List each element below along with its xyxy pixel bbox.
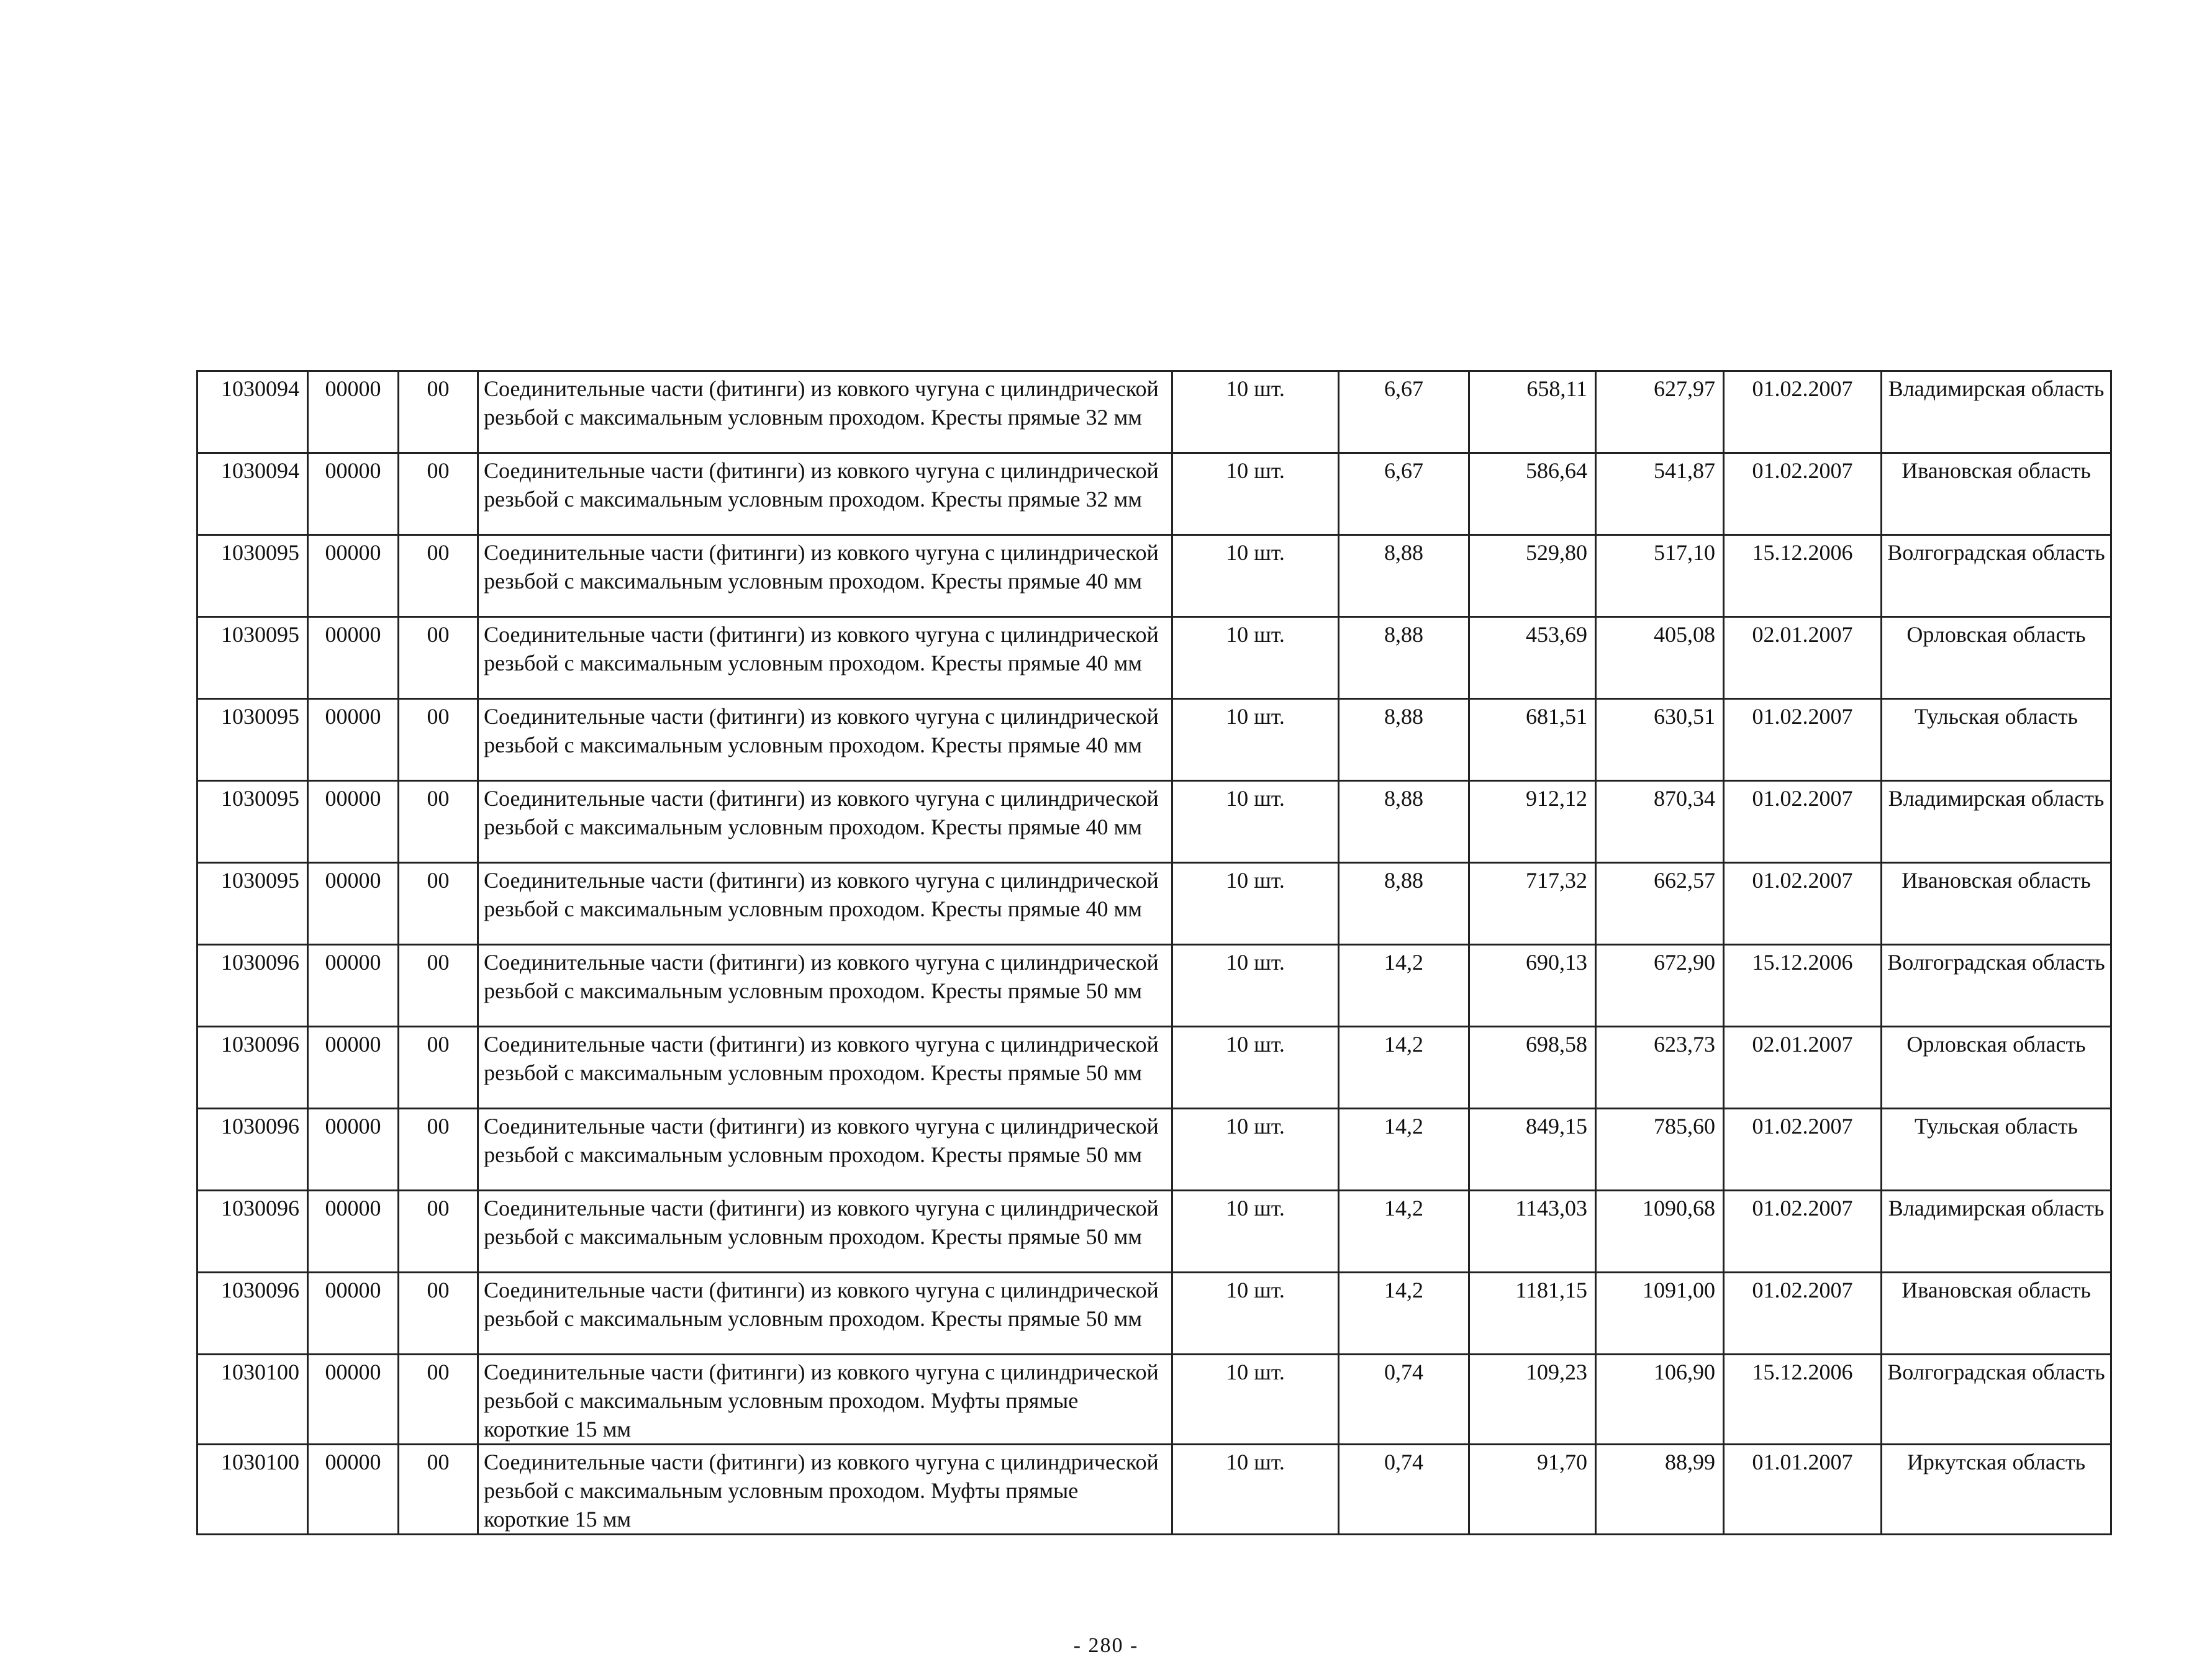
region-cell: Иркутская область (1882, 1445, 2111, 1535)
name-cell: Соединительные части (фитинги) из ковкого чугуна с цилиндрической резьбой с максимальным условным проходом. Муфты прямые короткие 15 мм (478, 1355, 1172, 1445)
unit-cell: 10 шт. (1172, 453, 1339, 535)
region-cell: Тульская область (1882, 1109, 2111, 1191)
table-row (197, 945, 2111, 1027)
price-cell: 912,12 (1469, 781, 1596, 863)
date-cell: 01.02.2007 (1724, 1273, 1882, 1355)
weight-cell: 8,88 (1339, 699, 1469, 781)
name-cell: Соединительные части (фитинги) из ковкого чугуна с цилиндрической резьбой с максимальным условным проходом. Кресты прямые 40 мм (478, 863, 1172, 945)
subcode-cell: 00000 (308, 371, 399, 453)
unit-cell: 10 шт. (1172, 535, 1339, 617)
name-cell: Соединительные части (фитинги) из ковкого чугуна с цилиндрической резьбой с максимальным условным проходом. Муфты прямые короткие 15 мм (478, 1445, 1172, 1535)
region-cell: Волгоградская область (1882, 535, 2111, 617)
weight-cell: 8,88 (1339, 617, 1469, 699)
unit-cell: 10 шт. (1172, 617, 1339, 699)
price-cell: 88,99 (1596, 1445, 1724, 1535)
price-cell: 586,64 (1469, 453, 1596, 535)
price-cell: 630,51 (1596, 699, 1724, 781)
subcode-cell: 00000 (308, 781, 399, 863)
name-cell: Соединительные части (фитинги) из ковкого чугуна с цилиндрической резьбой с максимальным условным проходом. Кресты прямые 50 мм (478, 1109, 1172, 1191)
table-row (197, 699, 2111, 781)
region-cell: Ивановская область (1882, 1273, 2111, 1355)
price-cell: 681,51 (1469, 699, 1596, 781)
suffix-cell: 00 (399, 1355, 478, 1445)
code-cell: 1030096 (197, 1027, 308, 1109)
subcode-cell: 00000 (308, 863, 399, 945)
date-cell: 01.02.2007 (1724, 781, 1882, 863)
date-cell: 01.02.2007 (1724, 863, 1882, 945)
price-cell: 672,90 (1596, 945, 1724, 1027)
subcode-cell: 00000 (308, 1273, 399, 1355)
table-row (197, 1191, 2111, 1273)
subcode-cell: 00000 (308, 617, 399, 699)
region-cell: Орловская область (1882, 1027, 2111, 1109)
weight-cell: 14,2 (1339, 1027, 1469, 1109)
subcode-cell: 00000 (308, 1109, 399, 1191)
code-cell: 1030095 (197, 699, 308, 781)
price-cell: 453,69 (1469, 617, 1596, 699)
price-cell: 529,80 (1469, 535, 1596, 617)
table-row (197, 617, 2111, 699)
weight-cell: 6,67 (1339, 371, 1469, 453)
unit-cell: 10 шт. (1172, 1445, 1339, 1535)
region-cell: Ивановская область (1882, 453, 2111, 535)
suffix-cell: 00 (399, 1109, 478, 1191)
weight-cell: 14,2 (1339, 1273, 1469, 1355)
suffix-cell: 00 (399, 699, 478, 781)
table-row (197, 1273, 2111, 1355)
price-cell: 698,58 (1469, 1027, 1596, 1109)
subcode-cell: 00000 (308, 535, 399, 617)
subcode-cell: 00000 (308, 1191, 399, 1273)
date-cell: 01.01.2007 (1724, 1445, 1882, 1535)
weight-cell: 8,88 (1339, 863, 1469, 945)
table-row (197, 371, 2111, 453)
code-cell: 1030096 (197, 1191, 308, 1273)
name-cell: Соединительные части (фитинги) из ковкого чугуна с цилиндрической резьбой с максимальным условным проходом. Кресты прямые 50 мм (478, 1027, 1172, 1109)
price-cell: 1091,00 (1596, 1273, 1724, 1355)
table-row (197, 453, 2111, 535)
price-cell: 1181,15 (1469, 1273, 1596, 1355)
suffix-cell: 00 (399, 1191, 478, 1273)
table-row (197, 535, 2111, 617)
suffix-cell: 00 (399, 453, 478, 535)
unit-cell: 10 шт. (1172, 1191, 1339, 1273)
code-cell: 1030094 (197, 453, 308, 535)
price-cell: 623,73 (1596, 1027, 1724, 1109)
name-cell: Соединительные части (фитинги) из ковкого чугуна с цилиндрической резьбой с максимальным условным проходом. Кресты прямые 40 мм (478, 699, 1172, 781)
price-cell: 662,57 (1596, 863, 1724, 945)
subcode-cell: 00000 (308, 1445, 399, 1535)
price-cell: 658,11 (1469, 371, 1596, 453)
name-cell: Соединительные части (фитинги) из ковкого чугуна с цилиндрической резьбой с максимальным условным проходом. Кресты прямые 40 мм (478, 617, 1172, 699)
unit-cell: 10 шт. (1172, 781, 1339, 863)
price-cell: 109,23 (1469, 1355, 1596, 1445)
subcode-cell: 00000 (308, 453, 399, 535)
weight-cell: 0,74 (1339, 1445, 1469, 1535)
subcode-cell: 00000 (308, 1355, 399, 1445)
region-cell: Волгоградская область (1882, 945, 2111, 1027)
weight-cell: 8,88 (1339, 535, 1469, 617)
weight-cell: 14,2 (1339, 1109, 1469, 1191)
suffix-cell: 00 (399, 535, 478, 617)
unit-cell: 10 шт. (1172, 371, 1339, 453)
code-cell: 1030100 (197, 1355, 308, 1445)
name-cell: Соединительные части (фитинги) из ковкого чугуна с цилиндрической резьбой с максимальным условным проходом. Кресты прямые 32 мм (478, 453, 1172, 535)
region-cell: Волгоградская область (1882, 1355, 2111, 1445)
unit-cell: 10 шт. (1172, 945, 1339, 1027)
unit-cell: 10 шт. (1172, 863, 1339, 945)
date-cell: 15.12.2006 (1724, 535, 1882, 617)
table-row (197, 1445, 2111, 1535)
code-cell: 1030096 (197, 1273, 308, 1355)
subcode-cell: 00000 (308, 1027, 399, 1109)
unit-cell: 10 шт. (1172, 1027, 1339, 1109)
price-cell: 870,34 (1596, 781, 1724, 863)
region-cell: Тульская область (1882, 699, 2111, 781)
name-cell: Соединительные части (фитинги) из ковкого чугуна с цилиндрической резьбой с максимальным условным проходом. Кресты прямые 32 мм (478, 371, 1172, 453)
price-cell: 690,13 (1469, 945, 1596, 1027)
price-cell: 849,15 (1469, 1109, 1596, 1191)
date-cell: 02.01.2007 (1724, 1027, 1882, 1109)
suffix-cell: 00 (399, 781, 478, 863)
code-cell: 1030095 (197, 781, 308, 863)
unit-cell: 10 шт. (1172, 699, 1339, 781)
region-cell: Владимирская область (1882, 371, 2111, 453)
weight-cell: 8,88 (1339, 781, 1469, 863)
code-cell: 1030095 (197, 617, 308, 699)
unit-cell: 10 шт. (1172, 1273, 1339, 1355)
region-cell: Владимирская область (1882, 781, 2111, 863)
price-cell: 541,87 (1596, 453, 1724, 535)
code-cell: 1030095 (197, 863, 308, 945)
date-cell: 01.02.2007 (1724, 453, 1882, 535)
code-cell: 1030095 (197, 535, 308, 617)
name-cell: Соединительные части (фитинги) из ковкого чугуна с цилиндрической резьбой с максимальным условным проходом. Кресты прямые 40 мм (478, 781, 1172, 863)
table-row (197, 863, 2111, 945)
subcode-cell: 00000 (308, 945, 399, 1027)
date-cell: 15.12.2006 (1724, 1355, 1882, 1445)
suffix-cell: 00 (399, 617, 478, 699)
name-cell: Соединительные части (фитинги) из ковкого чугуна с цилиндрической резьбой с максимальным условным проходом. Кресты прямые 50 мм (478, 945, 1172, 1027)
price-cell: 717,32 (1469, 863, 1596, 945)
price-cell: 1143,03 (1469, 1191, 1596, 1273)
table-row (197, 1109, 2111, 1191)
code-cell: 1030094 (197, 371, 308, 453)
price-cell: 106,90 (1596, 1355, 1724, 1445)
name-cell: Соединительные части (фитинги) из ковкого чугуна с цилиндрической резьбой с максимальным условным проходом. Кресты прямые 50 мм (478, 1191, 1172, 1273)
unit-cell: 10 шт. (1172, 1355, 1339, 1445)
suffix-cell: 00 (399, 945, 478, 1027)
price-cell: 517,10 (1596, 535, 1724, 617)
weight-cell: 0,74 (1339, 1355, 1469, 1445)
table-body (197, 371, 2111, 1535)
suffix-cell: 00 (399, 1273, 478, 1355)
table-row (197, 781, 2111, 863)
date-cell: 01.02.2007 (1724, 1191, 1882, 1273)
price-table (196, 370, 2112, 1535)
code-cell: 1030096 (197, 945, 308, 1027)
weight-cell: 6,67 (1339, 453, 1469, 535)
date-cell: 01.02.2007 (1724, 371, 1882, 453)
region-cell: Владимирская область (1882, 1191, 2111, 1273)
table-row (197, 1027, 2111, 1109)
price-cell: 1090,68 (1596, 1191, 1724, 1273)
date-cell: 02.01.2007 (1724, 617, 1882, 699)
name-cell: Соединительные части (фитинги) из ковкого чугуна с цилиндрической резьбой с максимальным условным проходом. Кресты прямые 40 мм (478, 535, 1172, 617)
subcode-cell: 00000 (308, 699, 399, 781)
suffix-cell: 00 (399, 863, 478, 945)
weight-cell: 14,2 (1339, 1191, 1469, 1273)
table-row (197, 1355, 2111, 1445)
date-cell: 01.02.2007 (1724, 1109, 1882, 1191)
unit-cell: 10 шт. (1172, 1109, 1339, 1191)
price-cell: 627,97 (1596, 371, 1724, 453)
weight-cell: 14,2 (1339, 945, 1469, 1027)
suffix-cell: 00 (399, 1027, 478, 1109)
price-cell: 91,70 (1469, 1445, 1596, 1535)
code-cell: 1030100 (197, 1445, 308, 1535)
suffix-cell: 00 (399, 371, 478, 453)
code-cell: 1030096 (197, 1109, 308, 1191)
price-cell: 405,08 (1596, 617, 1724, 699)
price-cell: 785,60 (1596, 1109, 1724, 1191)
name-cell: Соединительные части (фитинги) из ковкого чугуна с цилиндрической резьбой с максимальным условным проходом. Кресты прямые 50 мм (478, 1273, 1172, 1355)
page-number: - 280 - (1073, 1634, 1139, 1657)
date-cell: 01.02.2007 (1724, 699, 1882, 781)
suffix-cell: 00 (399, 1445, 478, 1535)
date-cell: 15.12.2006 (1724, 945, 1882, 1027)
region-cell: Орловская область (1882, 617, 2111, 699)
region-cell: Ивановская область (1882, 863, 2111, 945)
